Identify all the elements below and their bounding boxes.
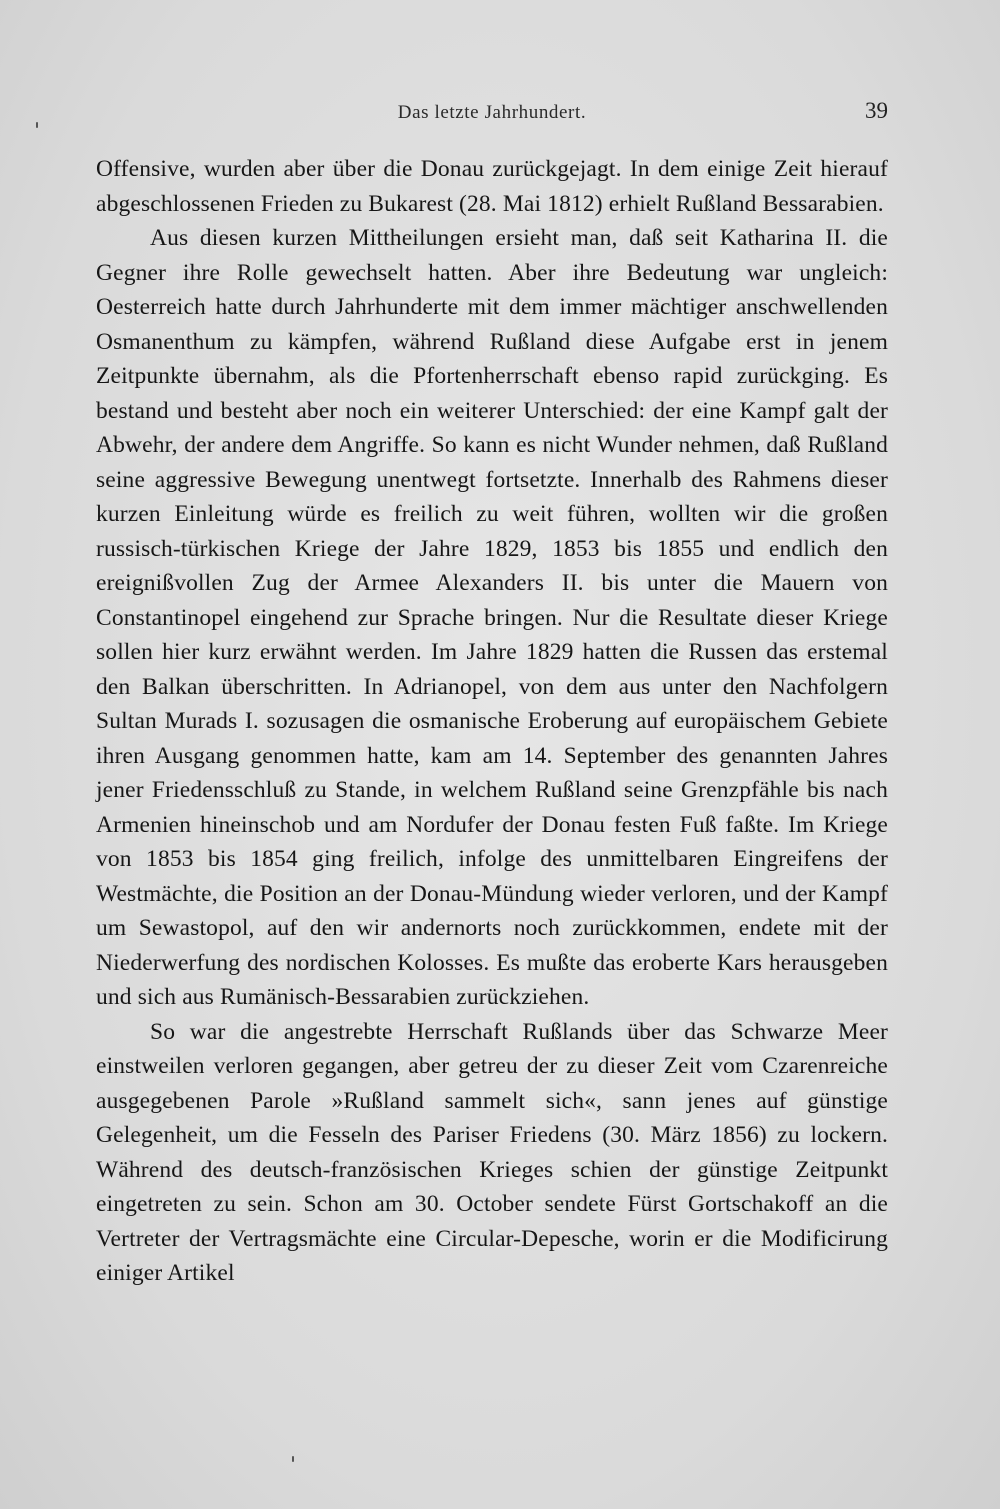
paragraph-2: Aus diesen kurzen Mittheilungen ersieht man, daß seit Katharina II. die Gegner ihre Rolle gewechselt hatten. Aber ihre Bedeutung war ungleich: Oesterreich hatte durch Jahrhunderte mit dem immer mächtiger anschwellenden Osmanenthum zu kämpfen, während Rußland diese Aufgabe erst in jenem Zeitpunkte übernahm, als die Pfortenherrschaft ebenso rapid zurückging. Es bestand und besteht aber noch ein weiterer Unterschied: der eine Kampf galt der Abwehr, der andere dem Angriffe. So kann es nicht Wunder nehmen, daß Rußland seine aggressive Bewegung unentwegt fortsetzte. Innerhalb des Rahmens dieser kurzen Einleitung würde es freilich zu weit führen, wollten wir die großen russisch-türkischen Kriege der Jahre 1829, 1853 bis 1855 und endlich den ereignißvollen Zug der Armee Alexanders II. bis unter die Mauern von Constantinopel eingehend zur Sprache bringen. Nur die Resultate dieser Kriege sollen hier kurz erwähnt werden. Im Jahre 1829 hatten die Russen das erstemal den Balkan überschritten. In Adrianopel, von dem aus unter den Nachfolgern Sultan Murads I. sozusagen die osmanische Eroberung auf europäischem Gebiete ihren Ausgang genommen hatte, kam am 14. September des genannten Jahres jener Friedensschluß zu Stande, in welchem Rußland seine Grenzpfähle bis nach Armenien hineinschob und am Nordufer der Donau festen Fuß faßte. Im Kriege von 1853 bis 1854 ging freilich, infolge des unmittelbaren Eingreifens der Westmächte, die Position an der Donau-Mündung wieder verloren, und der Kampf um Sewastopol, auf den wir andernorts noch zurückkommen, endete mit der Niederwerfung des nordischen Kolosses. Es mußte das eroberte Kars herausgeben und sich aus Rumänisch-Bessarabien zurückziehen. — [96, 225, 888, 1010]
paragraph-3: So war die angestrebte Herrschaft Rußlands über das Schwarze Meer einstweilen verloren gegangen, aber getreu der zu dieser Zeit vom Czarenreiche ausgegebenen Parole »Rußland sammelt sich«, sann jenes auf günstige Gelegenheit, um die Fesseln des Pariser Friedens (30. März 1856) zu lockern. Während des deutsch-französischen Krieges schien der günstige Zeitpunkt eingetreten zu sein. Schon am 30. October sendete Fürst Gortschakoff an die Vertreter der Vertragsmächte eine Circular-Depesche, worin er die Modificirung einiger Artikel — [96, 1018, 888, 1286]
running-header — [96, 96, 888, 130]
page-number: 39 — [865, 98, 888, 123]
margin-speck — [36, 122, 38, 128]
body-text — [96, 152, 888, 1291]
running-title: Das letzte Jahrhundert. — [397, 102, 587, 123]
paragraph-1: Offensive, wurden aber über die Donau zurückgejagt. In dem einige Zeit hierauf abgeschlossenen Frieden zu Bukarest (28. Mai 1812) erhielt Rußland Bessarabien. — [96, 156, 888, 217]
margin-speck — [292, 1456, 294, 1462]
